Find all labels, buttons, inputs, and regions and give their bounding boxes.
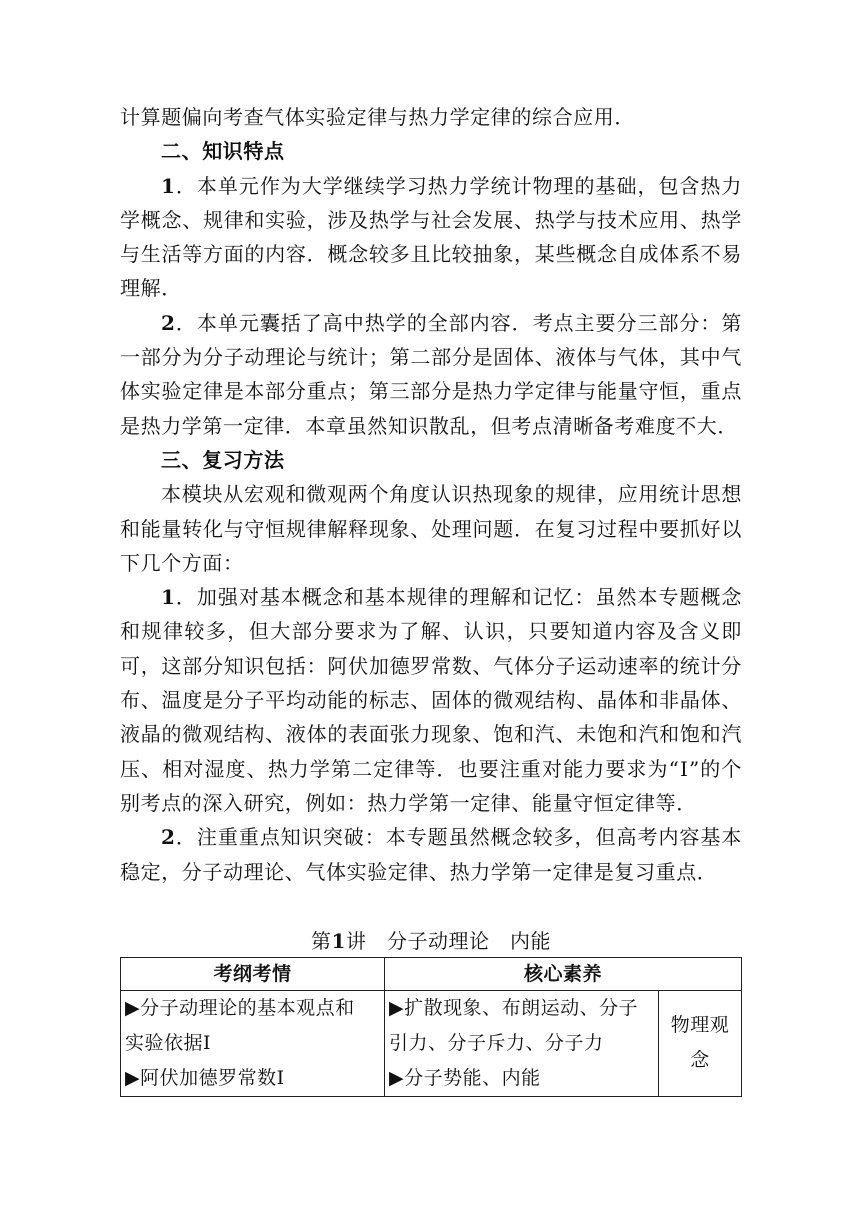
triangle-bullet-icon: ▶ — [125, 996, 141, 1019]
triangle-bullet-icon: ▶ — [125, 1066, 141, 1089]
table-row — [121, 990, 742, 1096]
document-page — [120, 100, 742, 1097]
chapter-prefix: 第 — [311, 928, 332, 953]
item-number: 2 — [161, 825, 176, 850]
triangle-bullet-icon: ▶ — [389, 996, 405, 1019]
item-text: ．本单元作为大学继续学习热力学统计物理的基础，包含热力学概念、规律和实验，涉及热学与社会发展、热学与技术应用、热学与生活等方面的内容．概念较多且比较抽象，某些概念自成体系不易理解． — [120, 173, 742, 301]
list-item: ▶分子势能、内能 — [389, 1066, 541, 1089]
syllabus-table — [120, 957, 742, 1097]
literacy-category-cell: 物理观 念 — [659, 990, 742, 1096]
section2-item-2 — [120, 306, 742, 443]
section-heading-knowledge-features: 二、知识特点 — [161, 139, 285, 164]
section3-item-1 — [120, 580, 742, 820]
item-text: ．本单元囊括了高中热学的全部内容．考点主要分三部分：第一部分为分子动理论与统计；第二部分是固体、液体与气体，其中气体实验定律是本部分重点；第三部分是热力学定律与能量守恒，重点是热力学第一定律．本章虽然知识散乱，但考点清晰备考难度不大． — [120, 310, 742, 438]
list-item-continuation: 引力、分子斥力、分子力 — [389, 1031, 604, 1054]
item-number: 1 — [161, 585, 176, 610]
item-number: 2 — [161, 310, 176, 335]
intro-tail-paragraph: 计算题偏向考查气体实验定律与热力学定律的综合应用． — [120, 105, 635, 129]
header-core-literacy: 核心素养 — [385, 957, 742, 990]
list-item: ▶阿伏加德罗常数Ⅰ — [125, 1066, 285, 1089]
table-header-row — [121, 957, 742, 990]
chapter-number: 1 — [331, 928, 346, 953]
list-item: ▶分子动理论的基本观点和 — [125, 996, 355, 1019]
item-text: ．加强对基本概念和基本规律的理解和记忆：虽然本专题概念和规律较多，但大部分要求为了解、认识，只要知道内容及含义即可，这部分知识包括：阿伏加德罗常数、气体分子运动速率的统计分布、温度是分子平均动能的标志、固体的微观结构、晶体和非晶体、液晶的微观结构、液体的表面张力现象、饱和汽、未饱和汽和饱和汽压、相对湿度、热力学第二定律等．也要注重对能力要求为“Ⅰ”的个别考点的深入研究，例如：热力学第一定律、能量守恒定律等． — [120, 585, 742, 815]
section-heading-review-methods: 三、复习方法 — [161, 447, 285, 472]
literacy-content-cell — [385, 990, 659, 1096]
chapter-suffix: 讲 分子动理论 内能 — [345, 928, 551, 953]
triangle-bullet-icon: ▶ — [389, 1066, 405, 1089]
section2-item-1 — [120, 169, 742, 306]
syllabus-cell — [121, 990, 385, 1096]
header-syllabus: 考纲考情 — [121, 957, 385, 990]
list-item: ▶扩散现象、布朗运动、分子 — [389, 996, 639, 1019]
item-text: ．注重重点知识突破：本专题虽然概念较多，但高考内容基本稳定，分子动理论、气体实验定律、热力学第一定律是复习重点． — [120, 825, 742, 884]
section3-intro-paragraph: 本模块从宏观和微观两个角度认识热现象的规律，应用统计思想和能量转化与守恒规律解释现象、处理问题．在复习过程中要抓好以下几个方面： — [120, 482, 742, 575]
section3-item-2 — [120, 820, 742, 889]
chapter-title — [120, 927, 742, 955]
list-item-continuation: 实验依据Ⅰ — [125, 1031, 212, 1054]
item-number: 1 — [161, 173, 176, 198]
